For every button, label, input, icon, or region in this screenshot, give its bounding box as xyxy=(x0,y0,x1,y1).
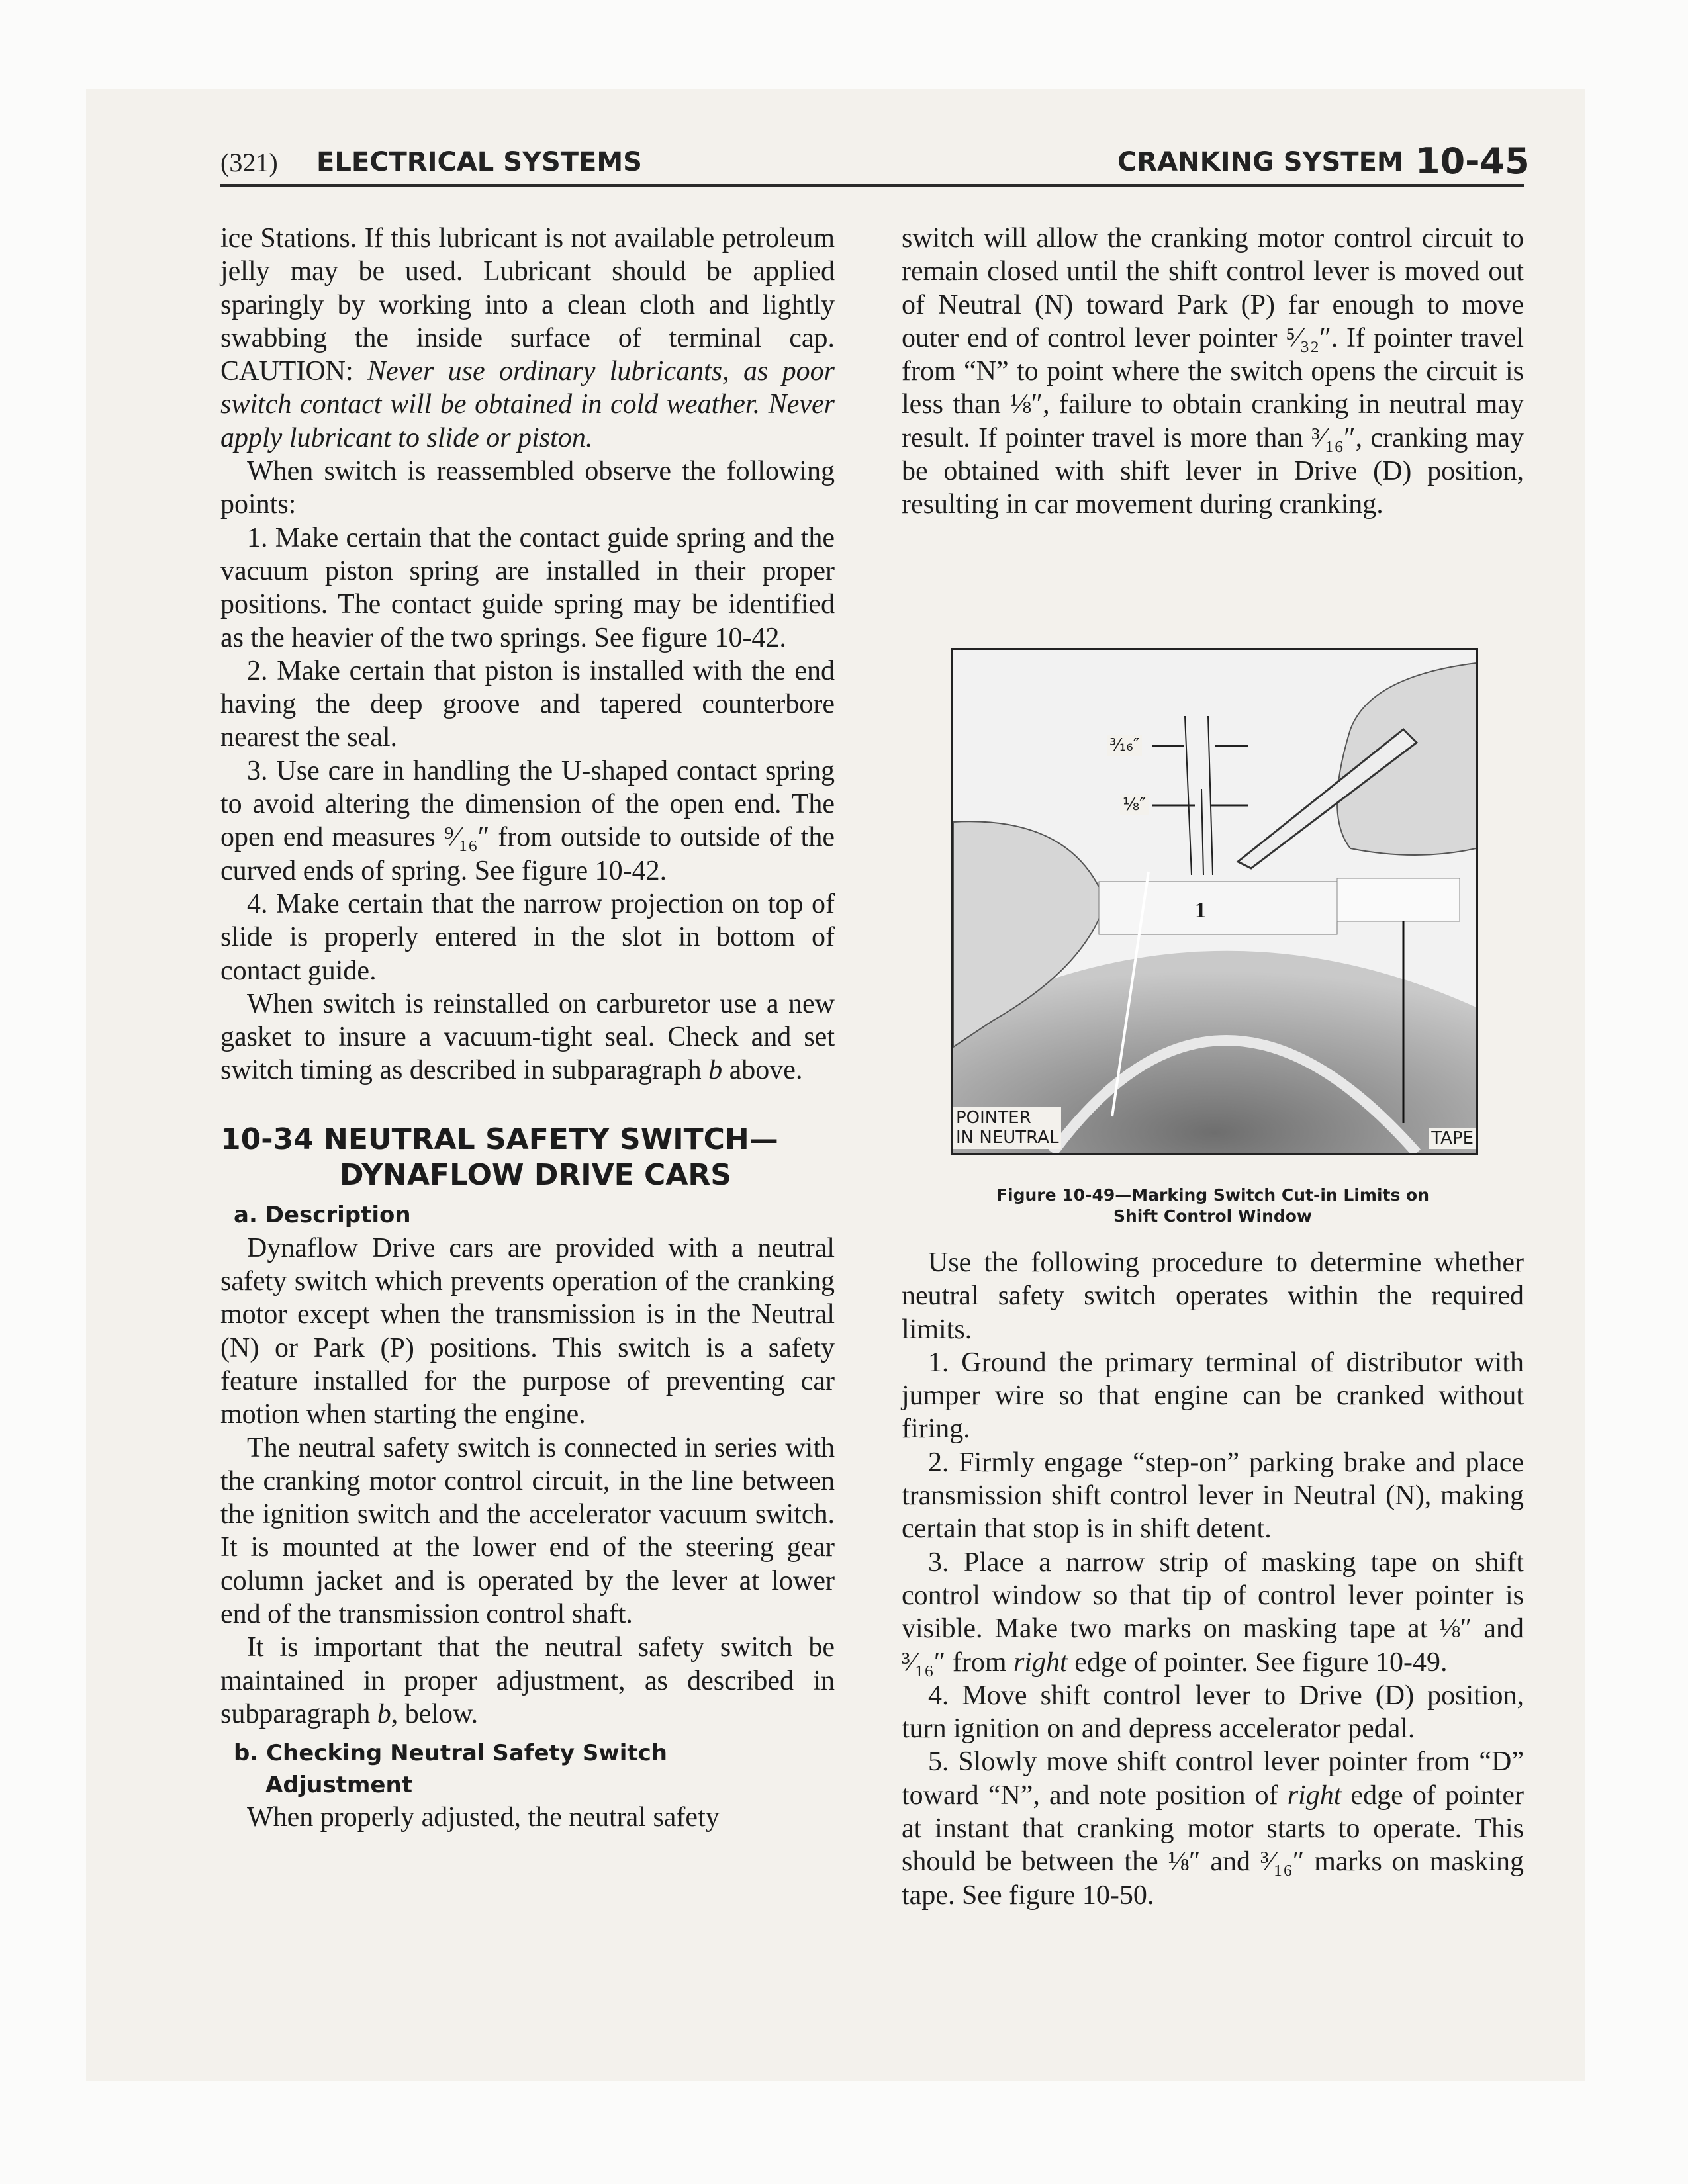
ruler-number: 1 xyxy=(1195,898,1206,923)
label-tape: TAPE xyxy=(1429,1128,1476,1149)
label-1-8: ⅛″ xyxy=(1120,794,1149,815)
header-rule xyxy=(220,184,1524,187)
list-item: 3. Place a narrow strip of masking tape on shift control window so that tip of control lever pointer is visible. Make two marks on masking tape at ⅛″ and ³⁄₁₆″ from right edge of pointer. See figure 10-49. xyxy=(902,1547,1524,1678)
list-item: 2. Firmly engage “step-on” parking brake and place transmission shift control lever in Neutral (N), making certain that stop is in shift detent. xyxy=(902,1447,1524,1545)
page-number: (321) xyxy=(220,148,278,177)
left-column xyxy=(220,222,835,1834)
subheading-checking: b. Checking Neutral Safety Switch Adjustment xyxy=(234,1740,667,1799)
chapter-title: ELECTRICAL SYSTEMS xyxy=(316,147,642,177)
label-pointer-in-neutral: POINTER IN NEUTRAL xyxy=(953,1107,1061,1149)
paragraph: ice Stations. If this lubricant is not available petroleum jelly may be used. Lubricant should be applied sparingly by working into a clean cloth and lightly swabbing the inside surface of terminal cap. CAUTION: Never use ordinary lubricants, as poor switch contact will be obtained in cold weather. Never apply lubricant to slide or piston. xyxy=(220,223,835,453)
label-3-16: ³⁄₁₆″ xyxy=(1107,735,1142,756)
ruler xyxy=(1099,882,1337,934)
section-title: CRANKING SYSTEM xyxy=(1117,147,1403,177)
list-item: 4. Move shift control lever to Drive (D) position, turn ignition on and depress accelerator pedal. xyxy=(902,1680,1524,1745)
list-item: 1. Make certain that the contact guide spring and the vacuum piston spring are installed in their proper positions. The contact guide spring may be identified as the heavier of the two springs. See figure 10-42. xyxy=(220,522,835,653)
list-item: 1. Ground the primary terminal of distributor with jumper wire so that engine can be cranked without firing. xyxy=(902,1347,1524,1445)
subheading-description: a. Description xyxy=(234,1201,411,1228)
paragraph: switch will allow the cranking motor control circuit to remain closed until the shift control lever is moved out of Neutral (N) toward Park (P) far enough to move outer end of control lever pointer ⁵⁄₃₂″. If pointer travel from “N” to point where the switch opens the circuit is less than ⅛″, failure to obtain cranking in neutral may result. If pointer travel is more than ³⁄₁₆″, cranking may be obtained with shift lever in Drive (D) position, resulting in car movement during cranking. xyxy=(902,223,1524,520)
photo-illustration xyxy=(953,650,1476,1153)
list-item: 4. Make certain that the narrow projection on top of slide is properly entered in the slot in bottom of contact guide. xyxy=(220,888,835,986)
paragraph: Dynaflow Drive cars are provided with a neutral safety switch which prevents operation of the cranking motor except when the transmission is in the Neutral (N) or Park (P) positions. This switch is a safety feature installed for the purpose of preventing car motion when starting the engine. xyxy=(220,1232,835,1430)
section-heading: 10-34 NEUTRAL SAFETY SWITCH— DYNAFLOW DRIVE CARS xyxy=(220,1122,778,1192)
section-number: 10-45 xyxy=(1415,140,1530,182)
paragraph: When switch is reassembled observe the following points: xyxy=(220,456,835,520)
paragraph: When properly adjusted, the neutral safety xyxy=(247,1802,720,1833)
right-column-top xyxy=(902,222,1524,522)
paragraph: Use the following procedure to determine whether neutral safety switch operates within the required limits. xyxy=(902,1248,1524,1345)
list-item: 5. Slowly move shift control lever pointer from “D” toward “N”, and note position of right edge of pointer at instant that cranking motor starts to operate. This should be between the ⅛″ and ³⁄₁₆″ marks on masking tape. See figure 10-50. xyxy=(902,1747,1524,1911)
right-column-bottom xyxy=(902,1246,1524,1912)
paragraph: When switch is reinstalled on carburetor use a new gasket to insure a vacuum-tight seal. Check and set switch timing as described in subparagraph b above. xyxy=(220,988,835,1086)
paragraph: It is important that the neutral safety switch be maintained in proper adjustment, as described in subparagraph b, below. xyxy=(220,1632,835,1729)
figure-caption: Figure 10-49—Marking Switch Cut-in Limits on Shift Control Window xyxy=(996,1185,1430,1226)
figure-10-49-photo xyxy=(951,648,1478,1155)
paragraph: The neutral safety switch is connected in series with the cranking motor control circuit, in the line between the ignition switch and the accelerator vacuum switch. It is mounted at the lower end of the steering gear column jacket and is operated by the lever at lower end of the transmission control shaft. xyxy=(220,1432,835,1629)
list-item: 2. Make certain that piston is installed with the end having the deep groove and tapered counterbore nearest the seal. xyxy=(220,655,835,753)
list-item: 3. Use care in handling the U-shaped contact spring to avoid altering the dimension of the open end. The open end measures ⁹⁄₁₆″ from outside to outside of the curved ends of spring. See figure 10-42. xyxy=(220,755,835,886)
tape xyxy=(1337,878,1460,921)
